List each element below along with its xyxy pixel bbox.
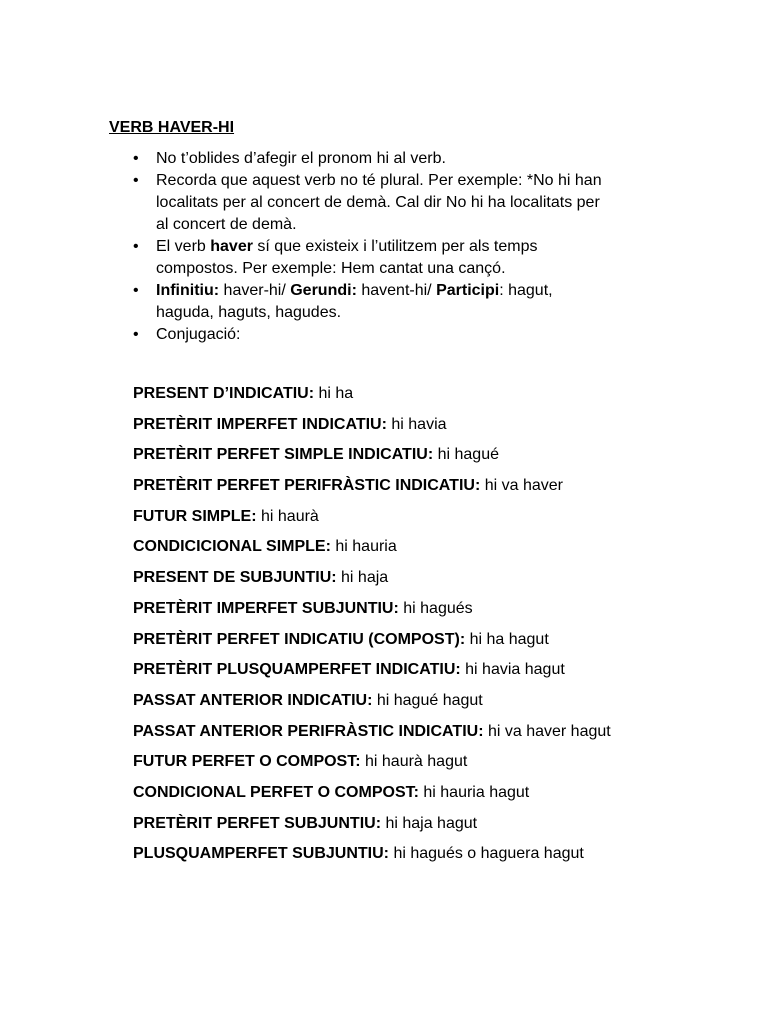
- infinitiu-label: Infinitiu:: [156, 282, 220, 299]
- participi-label: Participi: [436, 282, 500, 299]
- tense-label: PASSAT ANTERIOR INDICATIU:: [133, 691, 373, 709]
- notes-list: [133, 148, 613, 346]
- conjugation-row: [133, 843, 653, 865]
- conjugation-row: [133, 690, 653, 712]
- gerundi-value: havent-hi/: [356, 282, 437, 299]
- participi-value: : hagut, haguda, haguts, hagudes.: [156, 282, 553, 321]
- conjugation-row: [133, 598, 653, 620]
- tense-label: PRETÈRIT IMPERFET INDICATIU:: [133, 415, 387, 433]
- infinitiu-value: haver-hi/: [219, 282, 291, 299]
- tense-label: PRESENT DE SUBJUNTIU:: [133, 569, 337, 587]
- tense-form: hi hagués: [398, 599, 473, 617]
- tense-label: PRETÈRIT PERFET INDICATIU (COMPOST):: [133, 630, 466, 648]
- conjugation-row: [133, 659, 653, 681]
- tense-label: PRETÈRIT PERFET SUBJUNTIU:: [133, 814, 382, 832]
- list-item: [133, 170, 613, 236]
- tense-label: PRETÈRIT PERFET SIMPLE INDICATIU:: [133, 446, 434, 464]
- conjugacio-label: Conjugació:: [156, 326, 241, 343]
- tense-form: hi hagué: [433, 446, 499, 464]
- tense-label: PRETÈRIT IMPERFET SUBJUNTIU:: [133, 599, 399, 617]
- tense-form: hi havia hagut: [460, 661, 565, 679]
- conjugation-row: [133, 536, 653, 558]
- note-pronoun: No t’oblides d’afegir el pronom hi al verb.: [156, 150, 446, 167]
- conjugation-row: [133, 475, 653, 497]
- tense-form: hi haurà hagut: [360, 753, 468, 771]
- tense-form: hi hagués o haguera hagut: [389, 845, 584, 863]
- conjugation-row: [133, 629, 653, 651]
- tense-form: hi va haver: [480, 477, 563, 495]
- tense-label: CONDICIONAL PERFET O COMPOST:: [133, 783, 419, 801]
- tense-form: hi haja: [336, 569, 389, 587]
- conjugation-list: [133, 383, 653, 874]
- tense-form: hi haja hagut: [381, 814, 478, 832]
- tense-label: PRESENT D’INDICATIU:: [133, 385, 315, 402]
- tense-label: PRETÈRIT PERFET PERIFRÀSTIC INDICATIU:: [133, 477, 481, 495]
- list-item: [133, 280, 613, 324]
- conjugation-row: [133, 567, 653, 589]
- tense-form: hi va haver hagut: [483, 722, 611, 740]
- tense-form: hi hagué hagut: [372, 691, 483, 709]
- tense-label: PASSAT ANTERIOR PERIFRÀSTIC INDICATIU:: [133, 722, 484, 740]
- note-plural: Recorda que aquest verb no té plural. Per exemple: *No hi han localitats per al concert de demà. Cal dir No hi ha localitats per al concert de demà.: [156, 172, 602, 233]
- conjugation-row: [133, 383, 653, 405]
- conjugation-row: [133, 444, 653, 466]
- conjugation-row: [133, 721, 653, 743]
- tense-label: FUTUR PERFET O COMPOST:: [133, 753, 361, 771]
- tense-form: hi ha: [314, 385, 354, 402]
- conjugation-row: [133, 813, 653, 835]
- tense-form: hi havia: [386, 415, 447, 433]
- tense-label: CONDICICIONAL SIMPLE:: [133, 538, 331, 556]
- note-haver-post: sí que existeix i l’utilitzem per als temps compostos. Per exemple: Hem cantat una cançó.: [156, 238, 538, 277]
- tense-label: FUTUR SIMPLE:: [133, 507, 257, 525]
- list-item: [133, 236, 613, 280]
- page-title: VERB HAVER-HI: [109, 119, 235, 136]
- conjugation-row: [133, 751, 653, 773]
- gerundi-label: Gerundi:: [290, 282, 357, 299]
- conjugation-row: [133, 506, 653, 528]
- note-haver-pre: El verb: [156, 238, 211, 255]
- tense-form: hi hauria hagut: [418, 783, 530, 801]
- tense-label: PLUSQUAMPERFET SUBJUNTIU:: [133, 845, 390, 863]
- tense-form: hi hauria: [330, 538, 397, 556]
- tense-label: PRETÈRIT PLUSQUAMPERFET INDICATIU:: [133, 661, 461, 679]
- tense-form: hi ha hagut: [465, 630, 549, 648]
- tense-form: hi haurà: [256, 507, 319, 525]
- list-item: [133, 324, 613, 346]
- conjugation-row: [133, 782, 653, 804]
- list-item: [133, 148, 613, 170]
- note-haver-bold: haver: [210, 238, 253, 255]
- conjugation-row: [133, 414, 653, 436]
